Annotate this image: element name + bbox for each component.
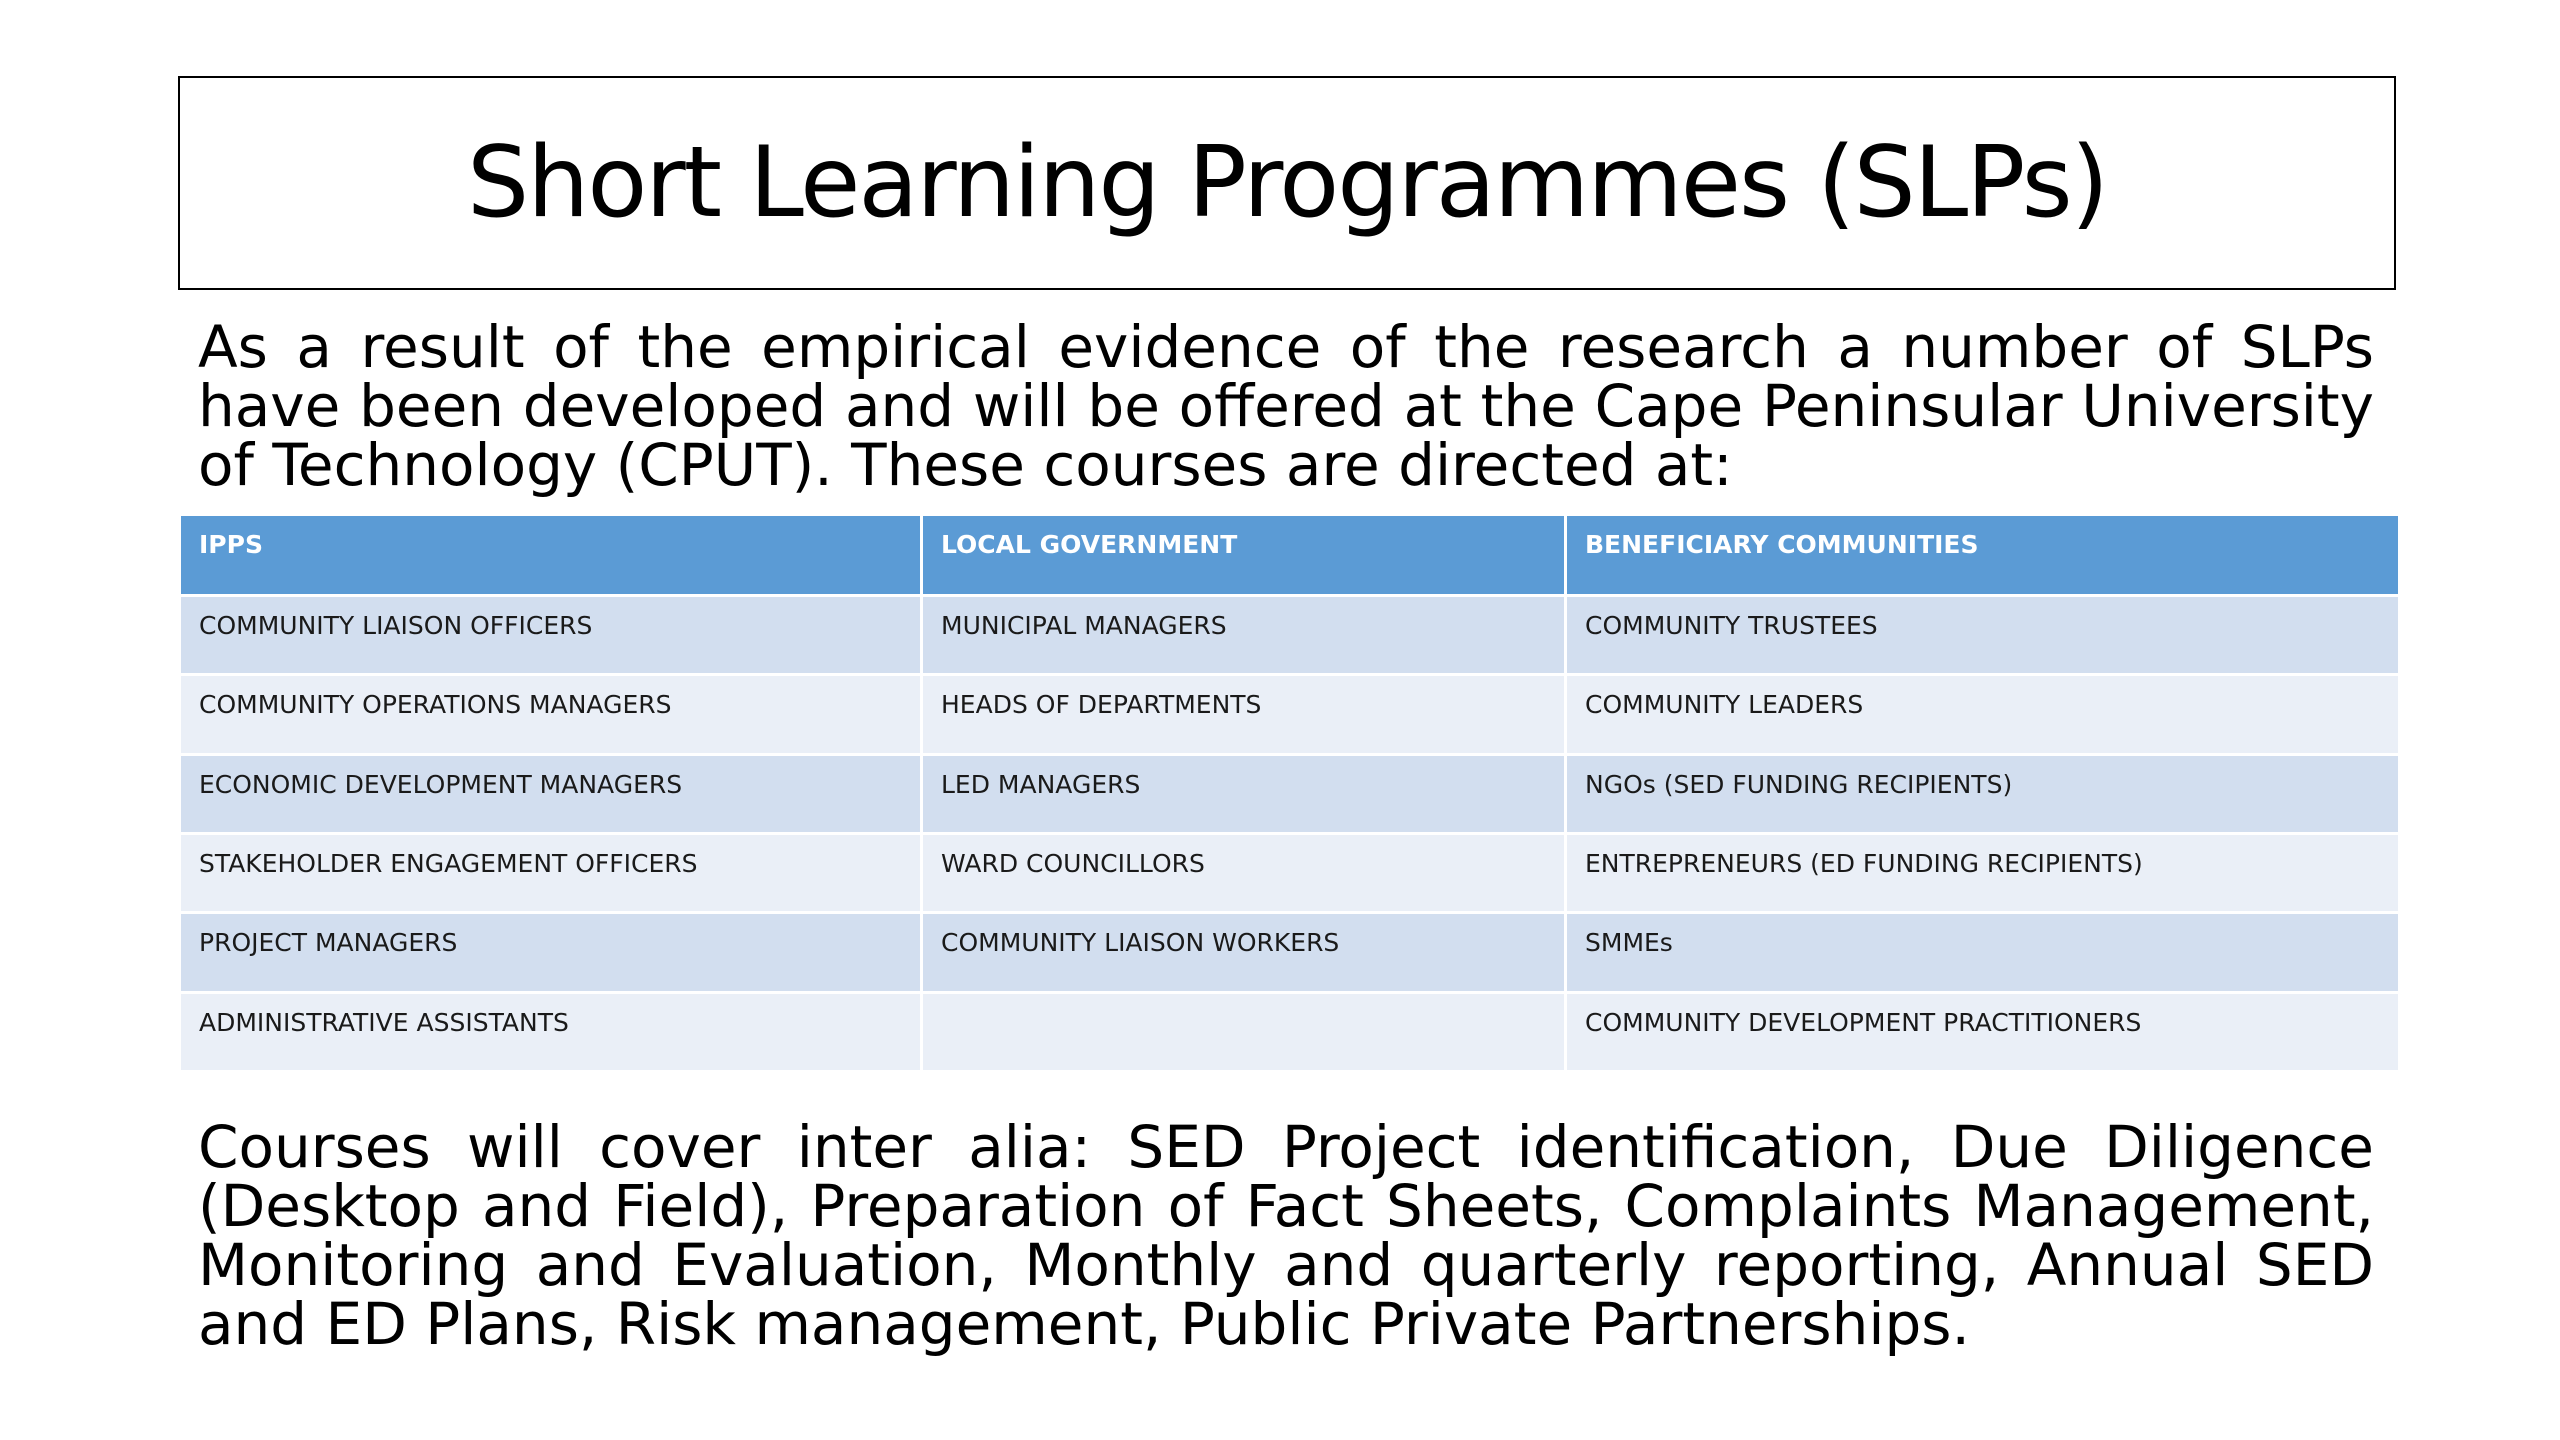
header-beneficiary-communities: BENEFICIARY COMMUNITIES (1566, 515, 2400, 596)
table-cell: ECONOMIC DEVELOPMENT MANAGERS (180, 754, 922, 833)
table-cell: LED MANAGERS (922, 754, 1566, 833)
table-cell: MUNICIPAL MANAGERS (922, 596, 1566, 675)
audience-table-grid (178, 513, 2401, 1073)
table-cell: ADMINISTRATIVE ASSISTANTS (180, 992, 922, 1071)
table-cell: COMMUNITY LIAISON OFFICERS (180, 596, 922, 675)
table-row (180, 596, 2400, 675)
table-row (180, 754, 2400, 833)
table-cell: PROJECT MANAGERS (180, 913, 922, 992)
table-cell: COMMUNITY LEADERS (1566, 675, 2400, 754)
table-cell: ENTREPRENEURS (ED FUNDING RECIPIENTS) (1566, 833, 2400, 912)
table-cell: COMMUNITY DEVELOPMENT PRACTITIONERS (1566, 992, 2400, 1071)
slide-title: Short Learning Programmes (SLPs) (467, 126, 2107, 240)
table-cell: COMMUNITY OPERATIONS MANAGERS (180, 675, 922, 754)
table-header-row (180, 515, 2400, 596)
title-box (178, 76, 2396, 290)
table-cell: HEADS OF DEPARTMENTS (922, 675, 1566, 754)
table-cell: WARD COUNCILLORS (922, 833, 1566, 912)
table-row (180, 675, 2400, 754)
audience-table (178, 513, 2398, 1073)
intro-paragraph: As a result of the empirical evidence of the research a number of SLPs have been developed and will be offered at the Cape Peninsular University of Technology (CPUT). These courses are directed at: (198, 313, 2374, 499)
table-cell: SMMEs (1566, 913, 2400, 992)
header-ipps: IPPS (180, 515, 922, 596)
table-cell (922, 992, 1566, 1071)
table-row (180, 833, 2400, 912)
table-cell: COMMUNITY LIAISON WORKERS (922, 913, 1566, 992)
table-cell: COMMUNITY TRUSTEES (1566, 596, 2400, 675)
table-row (180, 913, 2400, 992)
header-local-government: LOCAL GOVERNMENT (922, 515, 1566, 596)
table-row (180, 992, 2400, 1071)
table-cell: NGOs (SED FUNDING RECIPIENTS) (1566, 754, 2400, 833)
courses-paragraph: Courses will cover inter alia: SED Project identification, Due Diligence (Desktop and Field), Preparation of Fact Sheets, Complaints Management, Monitoring and Evaluation, Monthly and quarterly reporting, Annual SED and ED Plans, Risk management, Public Private Partnerships. (198, 1113, 2374, 1358)
table-cell: STAKEHOLDER ENGAGEMENT OFFICERS (180, 833, 922, 912)
